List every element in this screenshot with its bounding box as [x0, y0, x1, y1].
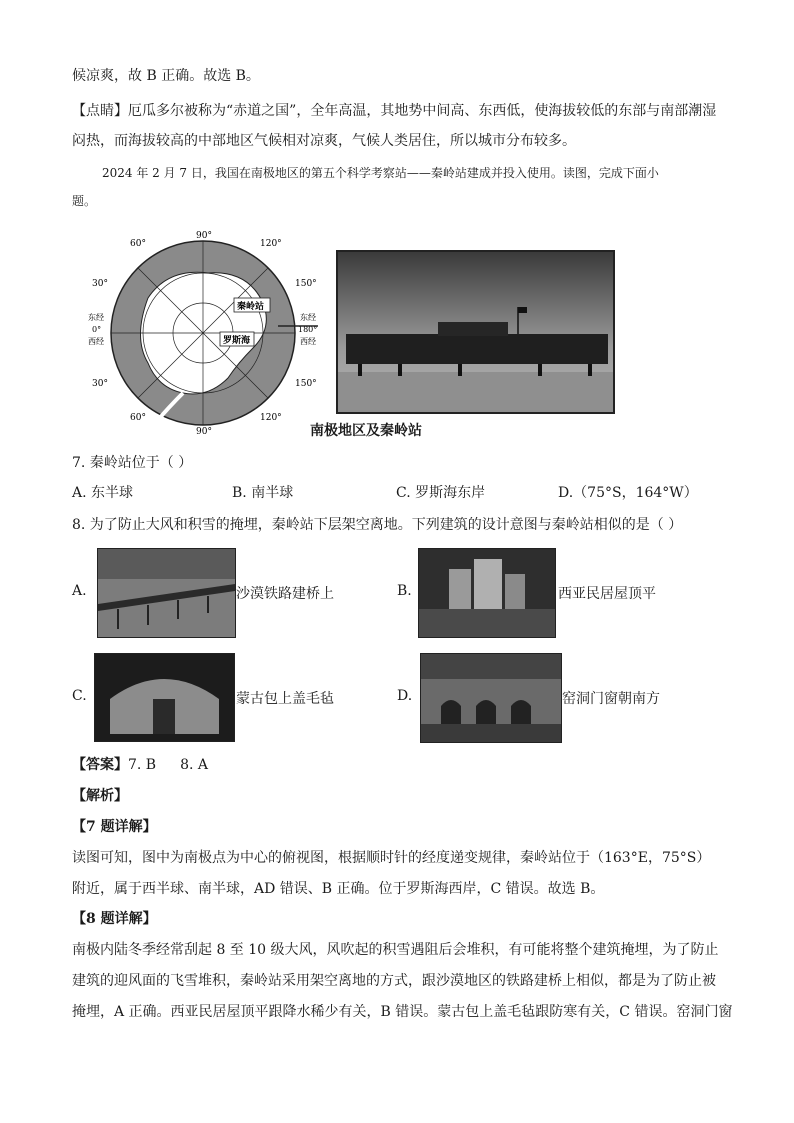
qinling-station-photo [336, 250, 615, 414]
q7-stem: 7. 秦岭站位于（ ） [72, 455, 193, 471]
q7-option-b: B. 南半球 [232, 485, 294, 501]
west-asia-flat-roof-image [418, 548, 556, 638]
label-60-bl: 60° [130, 413, 146, 423]
q8-option-b-letter: B. [397, 583, 412, 599]
label-30-bl: 30° [92, 379, 108, 389]
text-line: 南极内陆冬季经常刮起 8 至 10 级大风，风吹起的积雪遇阻后会堆积，有可能将整个建筑掩埋，为了防止 [72, 942, 719, 958]
text-line: 【点睛】厄瓜多尔被称为“赤道之国”，全年高温，其地势中间高、东西低，使海拔较低的东部与南部潮湿 [72, 103, 717, 119]
detail-7-title: 【7 题详解】 [72, 819, 157, 835]
text-line: 闷热，而海拔较高的中部地区气候相对凉爽，气候人类居住，所以城市分布较多。 [72, 133, 576, 149]
label-120-br: 120° [260, 413, 282, 423]
detail-8-title: 【8 题详解】 [72, 911, 157, 927]
label-90-top: 90° [196, 231, 212, 241]
answer-line [72, 755, 208, 775]
label-150-br: 150° [295, 379, 317, 389]
label-xijing-l: 西经 [88, 337, 104, 346]
question-intro: 2024 年 2 月 7 日，我国在南极地区的第五个科学考察站——秦岭站建成并投入使用。读图，完成下面小 [102, 166, 659, 180]
q7-option-a: A. 东半球 [72, 485, 134, 501]
question-intro-cont: 题。 [72, 194, 97, 208]
q7-option-c: C. 罗斯海东岸 [396, 485, 486, 501]
figure-caption: 南极地区及秦岭站 [310, 423, 422, 439]
desert-railway-bridge-image [97, 548, 236, 638]
text-line: 读图可知，图中为南极点为中心的俯视图，根据顺时针的经度递变规律，秦岭站位于（163°E，75°S） [72, 850, 711, 866]
q8-option-d-letter: D. [397, 688, 413, 704]
q7-option-d: D.（75°S，164°W） [558, 485, 698, 501]
antarctica-map [88, 228, 318, 438]
cave-dwelling-image [420, 653, 562, 743]
label-dongjing-l: 东经 [88, 313, 104, 322]
q8-option-a-letter: A. [72, 583, 87, 599]
q8-option-a-text: 沙漠铁路建桥上 [236, 586, 334, 602]
q8-option-d-text: 窑洞门窗朝南方 [562, 691, 660, 707]
label-30-l: 30° [92, 279, 108, 289]
answer-label: 【答案】 [72, 757, 128, 773]
text-line: 建筑的迎风面的飞雪堆积，秦岭站采用架空离地的方式，跟沙漠地区的铁路建桥上相似，都是为了防止被 [72, 973, 716, 989]
label-zero: 0° [92, 325, 102, 334]
label-qinling-station: 秦岭站 [237, 302, 265, 312]
label-ross-sea: 罗斯海 [223, 336, 251, 346]
q8-option-b-text: 西亚民居屋顶平 [558, 586, 656, 602]
label-150-r: 150° [295, 279, 317, 289]
label-120-tr: 120° [260, 239, 282, 249]
text-line: 附近，属于西半球、南半球，AD 错误、B 正确。位于罗斯海西岸，C 错误。故选 B。 [72, 881, 605, 897]
label-180: 180° [298, 325, 318, 334]
label-xijing-r: 西经 [300, 337, 316, 346]
answer-q8: 8. A [180, 757, 209, 773]
label-60-tl: 60° [130, 239, 146, 249]
q8-option-c-letter: C. [72, 688, 87, 704]
mongolian-yurt-image [94, 653, 235, 742]
text-line: 候凉爽，故 B 正确。故选 B。 [72, 68, 260, 84]
q8-option-c-text: 蒙古包上盖毛毡 [236, 691, 334, 707]
label-dongjing-r: 东经 [300, 313, 316, 322]
label-90-bottom: 90° [196, 427, 212, 437]
answer-q7: 7. B [128, 757, 157, 773]
q8-stem: 8. 为了防止大风和积雪的掩埋，秦岭站下层架空离地。下列建筑的设计意图与秦岭站相似的是（ ） [72, 517, 683, 533]
text-line: 掩埋，A 正确。西亚民居屋顶平跟降水稀少有关，B 错误。蒙古包上盖毛毡跟防寒有关，C 错误。窑洞门窗 [72, 1004, 733, 1020]
analysis-label: 【解析】 [72, 788, 128, 804]
